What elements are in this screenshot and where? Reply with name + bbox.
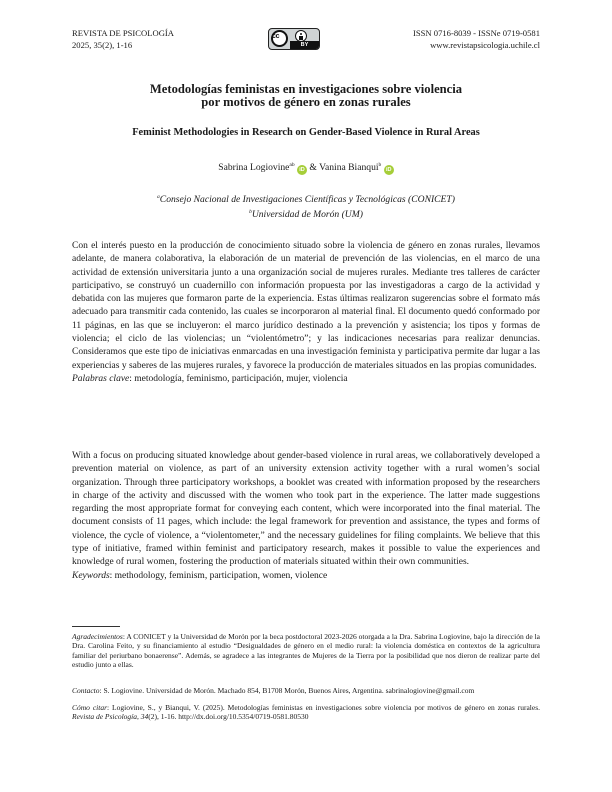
author-name: Sabrina Logiovine (218, 162, 290, 174)
abstract-english (72, 450, 540, 583)
orcid-icon[interactable]: iD (384, 165, 394, 175)
footnote-divider (72, 626, 120, 627)
author-line: Sabrina Logiovine$^{ab}$ iD & Vanina Bianqui$^b$ iD (72, 159, 540, 175)
affiliation-b: $^b$Universidad de Morón (UM) (249, 209, 363, 221)
article-title-english: Feminist Methodologies in Research on Gender-Based Violence in Rural Areas (132, 127, 480, 138)
contact-footnote: Contacto: S. Logiovine. Universidad de Morón. Machado 854, B1708 Morón, Buenos Aires, Argentina. sabrinalogiovine@gmail.com (72, 686, 475, 695)
citation-footnote: Cómo citar: Logiovine, S., y Bianqui, V. (2025). Metodologías feministas en investigaciones sobre violencia por motivos de género en zonas rurales. Revista de Psicología, 34(2), 1-16. http://dx.doi.org/10.5354/0719-0581.80530 (72, 703, 540, 722)
author-name: Vanina Bianqui (319, 162, 379, 174)
journal-website-link[interactable]: www.revistapsicologia.uchile.cl (430, 40, 540, 50)
journal-issn-block (413, 27, 540, 51)
abstract-text: Con el interés puesto en la producción de conocimiento situado sobre la violencia de género en zonas rurales, llevamos adelante, de manera colaborativa, la elaboración de un material de prevención de las violencias, en el marco de una actividad de extensión universitaria junto a una organización social de mujeres rurales. Mediante tres talleres de carácter participativo, se construyó un cuadernillo con información propuesta por las investigadoras a cargo de la actividad y debatida con las mujeres que formaron parte de la experiencia. Estas últimas realizaron sugerencias sobre el formato más adecuado para transmitir cada contenido, las cuales se incorporaron al material final. El documento quedó conformado por 11 páginas, en las que se incluyeron: el marco jurídico destinado a la prevención y asistencia; los tipos y formas de violencia; el ciclo de las violencias; un “violentómetro”; y las indicaciones necesarias para realizar denuncias. Consideramos que este tipo de iniciativas enmarcadas en una investigación feminista y participativa permite dar lugar a las experiencias y saberes de las mujeres rurales, y favorece la producción de materiales situados en las propias comunidades. (72, 241, 540, 371)
acknowledgements-footnote: Agradecimientos: A CONICET y la Universidad de Morón por la beca postdoctoral 2023-2026 otorgada a la Dra. Sabrina Logiovine, bajo la dirección de la Dra. Carolina Feito, y su financiamiento al estudio “Desigualdades de género en el medio rural: la violencia doméstica en contextos de la agricultura familiar del periurbano bonaerense”. Además, se agradece a las integrantes de Mujeres de la Tierra por la posibilidad que nos dieron de realizar parte del estudio junto a ellas. (72, 632, 540, 670)
keywords-english: Keywords: methodology, feminism, participation, women, violence (72, 570, 328, 581)
cc-by-license-badge[interactable]: cc BY (268, 28, 320, 50)
journal-name: REVISTA DE PSICOLOGÍA (72, 28, 174, 38)
affiliation-marker: b (378, 162, 382, 168)
orcid-icon[interactable]: iD (297, 165, 307, 175)
affiliation-a: $^a$Consejo Nacional de Investigaciones Científicas y Tecnológicas (CONICET) (157, 194, 455, 206)
article-title-spanish: Metodologías feministas en investigaciones sobre violencia por motivos de género en zonas rurales (149, 82, 463, 109)
affiliation-marker: ab (289, 162, 295, 168)
volume-info: 2025, 35(2), 1-16 (72, 40, 133, 50)
journal-header (72, 27, 174, 51)
keywords-spanish: Palabras clave: metodología, feminismo, participación, mujer, violencia (72, 373, 348, 384)
abstract-text: With a focus on producing situated knowledge about gender-based violence in rural areas, we collaboratively developed a prevention material on violence, as part of an university extension activity together with a rural women’s social organization. Through three participatory workshops, a booklet was created with information proposed by the researchers in charge of the activity and discussed with the women who took part in the experience. The latter made suggestions regarding the most appropriate format for conveying each content, which were incorporated into the final material. The document consists of 11 pages, which include: the legal framework for prevention and assistance, the types and forms of violence, the cycle of violence, a “violentometer,” and the necessary guidelines for filing complaints. We believe that this type of initiative, framed within feminist and participatory research, makes it possible to value the experiences and knowledge of rural women, fostering the production of materials situated within their own communities. (72, 451, 540, 568)
abstract-spanish (72, 240, 540, 386)
affiliations (72, 191, 540, 221)
by-label: BY (290, 41, 319, 49)
issn: ISSN 0716-8039 - ISSNe 0719-0581 (413, 28, 540, 38)
